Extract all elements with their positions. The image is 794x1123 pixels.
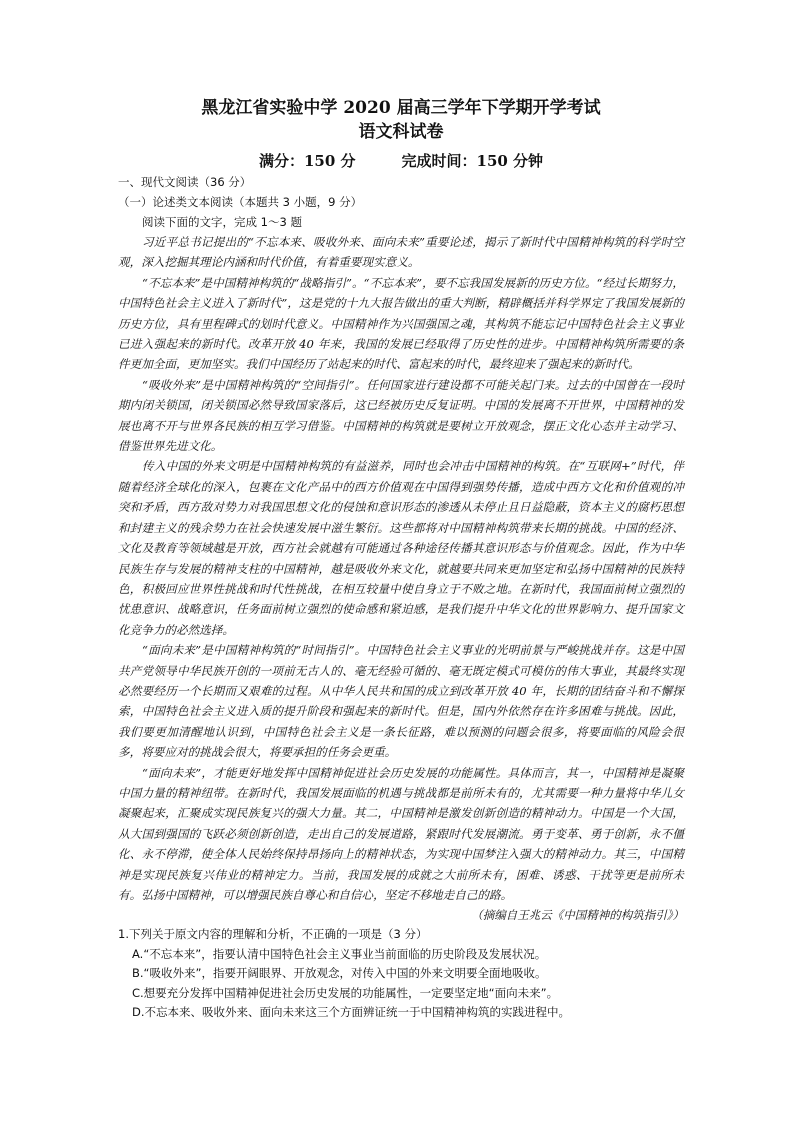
article-paragraph: “面向未来”是中国精神构筑的“时间指引”。中国特色社会主义事业的光明前景与严峻挑战并存。这是中国共产党领导中华民族开创的一项前无古人的、毫无经验可循的、毫无既定模式可模仿的伟大事业，其最终实现必然要经历一个长期而又艰难的过程。从中华人民共和国的成立到改革开放 40 年，长期的团结奋斗和不懈探索，中国特色社会主义进入质的提升阶段和强起来的新时代。但是，国内外依然存在许多困难与挑战。因此，我们要更加清醒地认识到，中国特色社会主义是一条长征路，难以预测的问题会很多，将要面临的风险会很多，将要应对的挑战会很大，将要承担的任务会更重。	[118, 643, 684, 760]
article-paragraph: 传入中国的外来文明是中国精神构筑的有益滋养，同时也会冲击中国精神的构筑。在“互联网+”时代，伴随着经济全球化的深入，包裹在文化产品中的西方价值观在中国得到强势传播，造成中西方文化和价值观的冲突和矛盾，西方敌对势力对我国思想文化的侵蚀和意识形态的渗透从未停止且日益隐蔽，资本主义的腐朽思想和封建主义的残余势力在社会快速发展中滋生繁衍。这些都将对中国精神构筑带来长期的挑战。中国的经济、文化及教育等领域越是开放，西方社会就越有可能通过各种途径传播其意识形态与价值观念。因此，作为中华民族生存与发展的精神支柱的中国精神，越是吸收外来文化，就越要共同来更加坚定和弘扬中国精神的民族特色，积极回应世界性挑战和时代性挑战，在相互较量中使自身立于不败之地。在新时代，我国面前树立强烈的忧患意识、战略意识，任务面前树立强烈的使命感和紧迫感，是我们提升中华文化的世界影响力、提升国家文化竞争力的必然选择。	[118, 459, 684, 637]
option-d: D.不忘本来、吸收外来、面向未来这三个方面辨证统一于中国精神构筑的实践进程中。	[132, 1005, 571, 1020]
question-stem: 1.下列关于原文内容的理解和分析，不正确的一项是（3 分）	[118, 927, 428, 942]
exam-subject-title: 语文科试卷	[358, 122, 444, 142]
article-paragraph: 习近平总书记提出的“不忘本来、吸收外来、面向未来”重要论述，揭示了新时代中国精神构筑的科学时空观，深入挖掘其理论内涵和时代价值，有着重要现实意义。	[118, 235, 684, 270]
article-source: （摘编自王兆云《中国精神的构筑指引》）	[471, 908, 684, 923]
time-label: 完成时间：150 分钟	[401, 152, 544, 170]
article-paragraph: “吸收外来”是中国精神构筑的“空间指引”。任何国家进行建设都不可能关起门来。过去的中国曾在一段时期内闭关锁国，闭关锁国必然导致国家落后，这已经被历史反复证明。中国的发展离不开世界，中国精神的发展也离不开与世界各民族的相互学习借鉴。中国精神的构筑就是要树立开放观念，摆正文化心态并主动学习、借鉴世界先进文化。	[118, 377, 684, 454]
sub-section-heading: （一）论述类文本阅读（本题共 3 小题，9 分）	[118, 195, 363, 209]
question-1	[118, 925, 684, 1023]
option-a: A.“不忘本来”，指要认清中国特色社会主义事业当前面临的历史阶段及发展状况。	[132, 946, 547, 961]
exam-title: 黑龙江省实验中学 2020 届高三学年下学期开学考试	[201, 98, 601, 118]
article-paragraph: “不忘本来”是中国精神构筑的“战略指引”。“不忘本来”，要不忘我国发展新的历史方位。“经过长期努力，中国特色社会主义进入了新时代”，这是党的十九大报告做出的重大判断，精辟概括并科学界定了我国发展新的历史方位，具有里程碑式的划时代意义。中国精神作为兴国强国之魂，其构筑不能忘记中国特色社会主义事业已进入强起来的新时代。改革开放 40 年来，我国的发展已经取得了历史性的进步。中国精神构筑所需要的条件更加全面，更加坚实。我们中国经历了站起来的时代、富起来的时代，最终迎来了强起来的新时代。	[118, 275, 684, 372]
exam-meta	[118, 150, 684, 172]
article-body	[118, 232, 684, 925]
reading-instruction: 阅读下面的文字，完成 1～3 题	[142, 215, 302, 229]
article-paragraph: “面向未来”，才能更好地发挥中国精神促进社会历史发展的功能属性。具体而言，其一，中国精神是凝聚中国力量的精神纽带。在新时代，我国发展面临的机遇与挑战都是前所未有的，尤其需要一种力量将中华儿女凝聚起来，汇聚成实现民族复兴的强大力量。其二，中国精神是激发创新创造的精神动力。中国是一个大国，从大国到强国的飞跃必须创新创造，走出自己的发展道路，紧跟时代发展潮流。勇于变革、勇于创新，永不僵化、永不停滞，使全体人民始终保持昂扬向上的精神状态，为实现中国梦注入强大的精神动力。其三，中国精神是实现民族复兴伟业的精神定力。当前，我国发展的成就之大前所未有，困难、诱惑、干扰等更是前所未有。弘扬中国精神，可以增强民族自尊心和自信心，坚定不移地走自己的路。	[118, 765, 684, 902]
exam-page	[118, 96, 684, 1023]
option-b: B.“吸收外来”，指要开阔眼界、开放观念，对传入中国的外来文明要全面地吸收。	[132, 966, 547, 981]
option-c: C.想要充分发挥中国精神促进社会历史发展的功能属性，一定要坚定地“面向未来”。	[132, 985, 559, 1000]
full-score-label: 满分：150 分	[258, 152, 356, 170]
section-heading: 一、现代文阅读（36 分）	[118, 175, 252, 189]
